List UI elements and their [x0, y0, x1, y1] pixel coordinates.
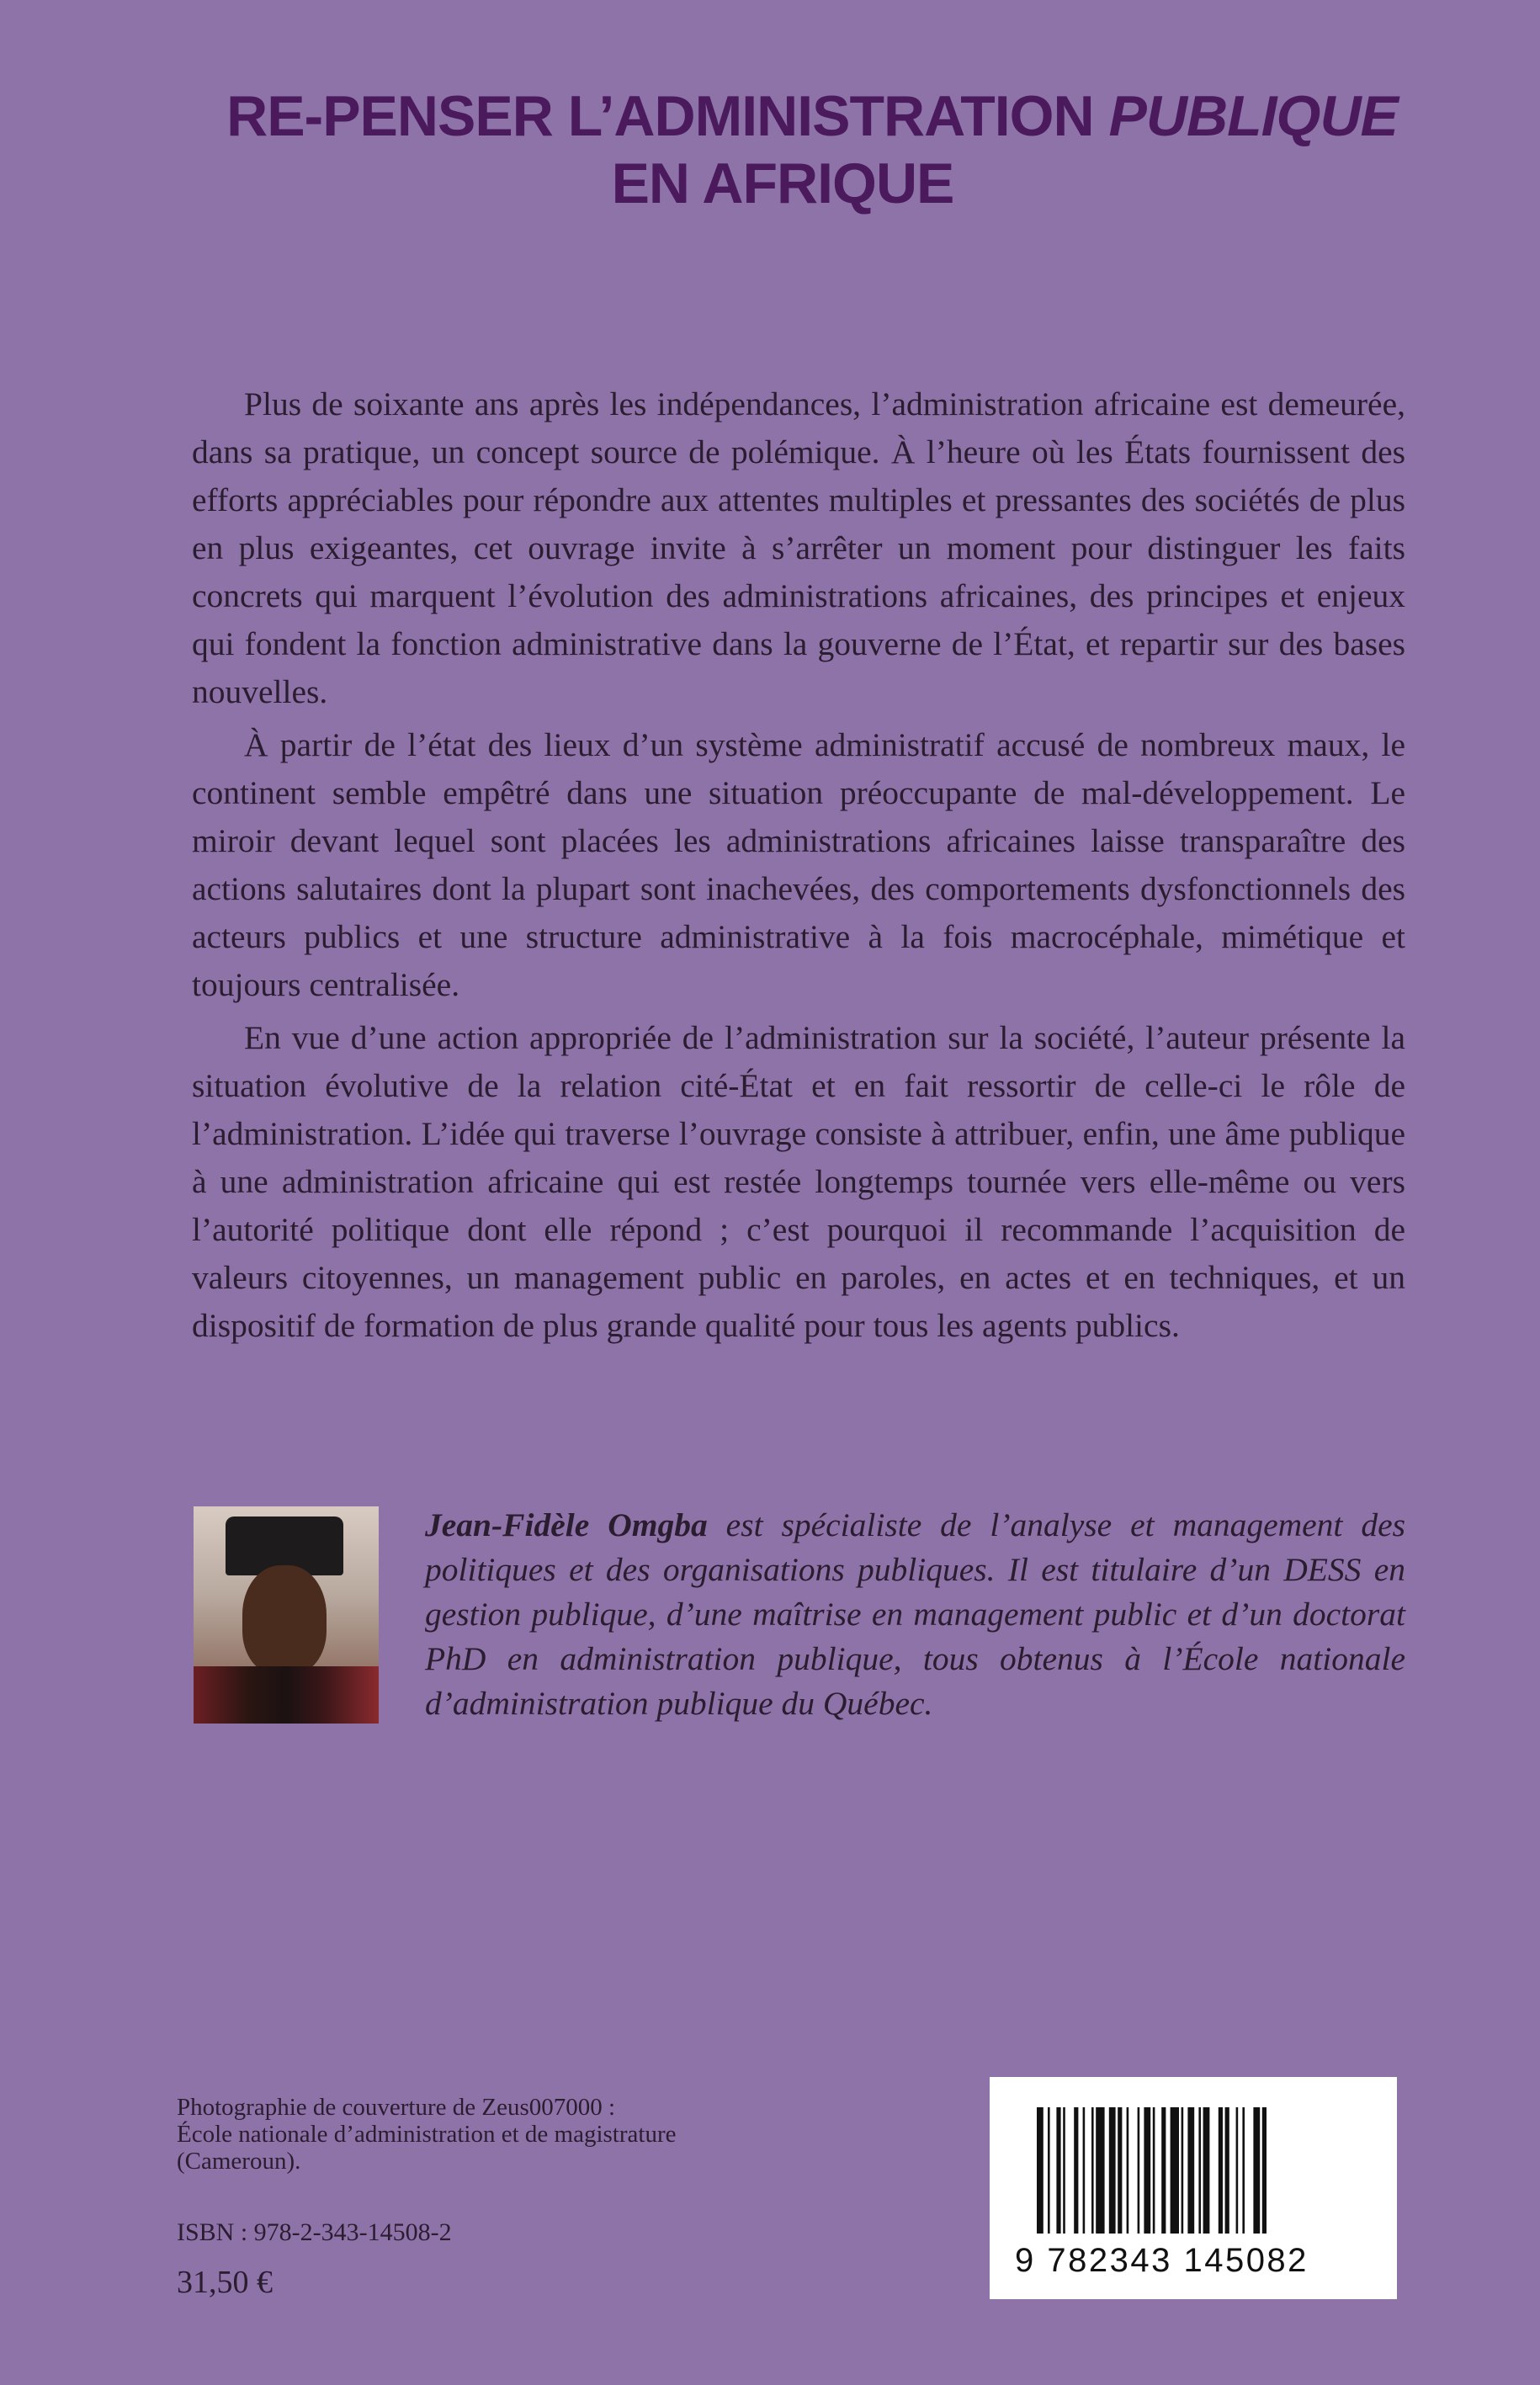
title-main-text: RE-PENSER L’ADMINISTRATION — [226, 84, 1109, 148]
barcode-bar — [1171, 2107, 1179, 2234]
barcode-bars-icon — [1037, 2107, 1357, 2234]
author-photo — [194, 1506, 379, 1724]
title-line-1 — [0, 82, 1540, 150]
barcode-bar — [1109, 2107, 1116, 2234]
barcode-bar — [1037, 2107, 1043, 2234]
barcode-bar — [1187, 2107, 1194, 2234]
book-title — [0, 82, 1540, 217]
barcode-bar — [1091, 2107, 1094, 2234]
credit-line-1: Photographie de couverture de Zeus007000 : — [177, 2094, 616, 2121]
price: 31,50 € — [177, 2265, 273, 2300]
barcode-bar — [1225, 2107, 1229, 2234]
barcode-bar — [1138, 2107, 1140, 2234]
barcode — [990, 2077, 1397, 2299]
barcode-bar — [1161, 2107, 1166, 2234]
blurb-paragraph-2: À partir de l’état des lieux d’un système administratif accusé de nombreux maux, le continent semble empêtré dans une situation préoccupante de mal-développement. Le miroir devant lequel sont placées les administrations africaines laisse transparaître des actions salutaires dont la plupart sont inachevées, des comportements dysfonctionnels des acteurs publics et une structure administrative à la fois macrocéphale, mimétique et toujours centralisée. — [192, 726, 1405, 1003]
barcode-digits: 9 782343 145082 — [1015, 2242, 1309, 2279]
barcode-bar — [1219, 2107, 1223, 2234]
academic-gown-shape — [194, 1666, 379, 1724]
author-bio — [425, 1503, 1405, 1726]
blurb-paragraph-1: Plus de soixante ans après les indépendances, l’administration africaine est demeurée, dans sa pratique, un concept source de polémique. À l’heure où les États fournissent des efforts appréciables pour répondre aux attentes multiples et pressantes des sociétés de plus en plus exigeantes, cet ouvrage invite à s’arrêter un moment pour distinguer les faits concrets qui marquent l’évolution des administrations africaines, des principes et enjeux qui fondent la fonction administrative dans la gouverne de l’État, et repartir sur des bases nouvelles. — [192, 385, 1405, 710]
barcode-bar — [1144, 2107, 1150, 2234]
barcode-bar — [1048, 2107, 1050, 2234]
barcode-bar — [1198, 2107, 1201, 2234]
credit-line-2: École nationale d’administration et de magistrature — [177, 2121, 677, 2148]
isbn: ISBN : 978-2-343-14508-2 — [177, 2218, 452, 2246]
barcode-bar — [1203, 2107, 1210, 2234]
author-name: Jean-Fidèle Omgba — [425, 1506, 708, 1543]
barcode-bar — [1096, 2107, 1104, 2234]
author-bio-text: est spécialiste de l’analyse et management des politiques et des organisations publiques. Il est titulaire d’un DESS en gestion publique, d’une maîtrise en management public et d’un doctorat PhD en administration publique, tous obtenus à l’École nationale d’administration publique du Québec. — [425, 1506, 1406, 1722]
barcode-bar — [1253, 2107, 1260, 2234]
barcode-bar — [1083, 2107, 1086, 2234]
photo-credit — [177, 2094, 850, 2175]
blurb-paragraph-3: En vue d’une action appropriée de l’administration sur la société, l’auteur présente la situation évolutive de la relation cité-État et en fait ressortir de celle-ci le rôle de l’administration. L’idée qui traverse l’ouvrage consiste à attribuer, enfin, une âme publique à une administration africaine qui est restée longtemps tournée vers elle-même ou vers l’autorité politique dont elle répond ; c’est pourquoi il recommande l’acquisition de valeurs citoyennes, un management public en paroles, en actes et en techniques, et un dispositif de formation de plus grande qualité pour tous les agents publics. — [192, 1019, 1405, 1344]
title-line-2: EN AFRIQUE — [611, 151, 954, 215]
barcode-bar — [1118, 2107, 1122, 2234]
back-cover-blurb — [192, 380, 1405, 1355]
credit-line-3: (Cameroun). — [177, 2148, 301, 2175]
author-face-shape — [242, 1565, 327, 1675]
barcode-bar — [1236, 2107, 1239, 2234]
title-italic-word: PUBLIQUE — [1108, 84, 1398, 148]
barcode-bar — [1074, 2107, 1078, 2234]
barcode-bar — [1063, 2107, 1065, 2234]
barcode-bar — [1127, 2107, 1129, 2234]
barcode-bar — [1153, 2107, 1155, 2234]
barcode-bar — [1262, 2107, 1267, 2234]
barcode-bar — [1182, 2107, 1184, 2234]
barcode-bar — [1242, 2107, 1245, 2234]
barcode-bar — [1056, 2107, 1060, 2234]
